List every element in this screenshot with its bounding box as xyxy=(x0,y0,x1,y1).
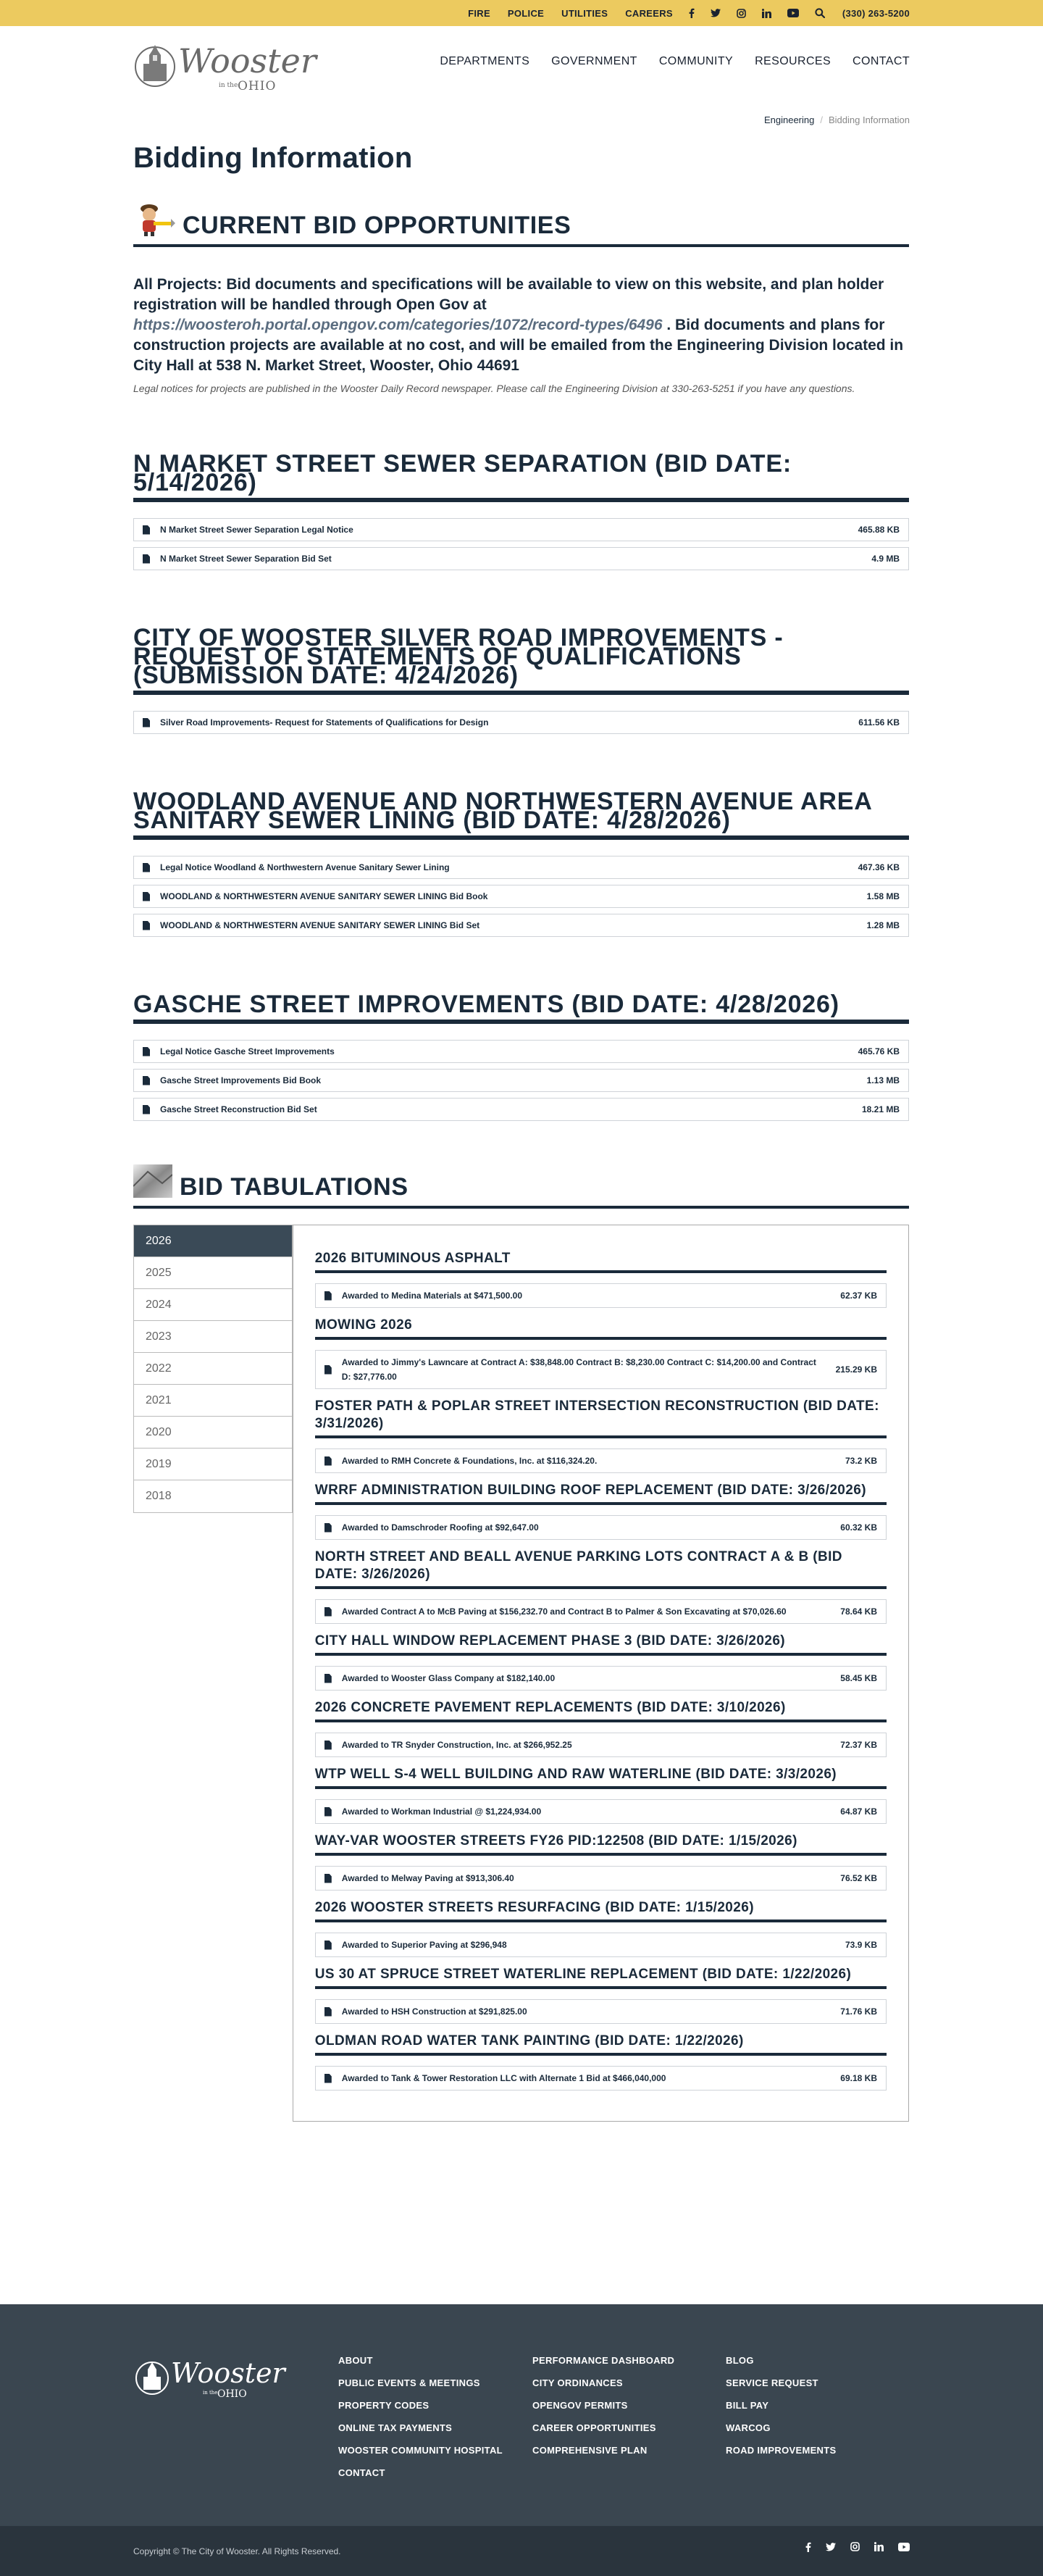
file-icon xyxy=(324,1523,332,1533)
file-name: Gasche Street Improvements Bid Book xyxy=(160,1075,322,1085)
file-size: 64.87 KB xyxy=(840,1806,877,1817)
file-icon xyxy=(143,892,150,901)
award-title: FOSTER PATH & POPLAR STREET INTERSECTION RECONSTRUCTION (BID DATE: 3/31/2026) xyxy=(315,1398,887,1438)
file-size: 18.21 MB xyxy=(861,1104,900,1114)
tab-year-2023[interactable]: 2023 xyxy=(134,1321,292,1353)
file-name: Awarded to Damschroder Roofing at $92,647.00 xyxy=(341,1522,539,1533)
nav-government[interactable]: GOVERNMENT xyxy=(551,55,637,67)
file-icon xyxy=(324,1941,332,1950)
project-section xyxy=(133,788,909,937)
legal-note: Legal notices for projects are published in the Wooster Daily Record newspaper. Please call the Engineering Division at 330-263-5251 if you have any questions. xyxy=(133,383,855,394)
project-section xyxy=(133,991,909,1121)
file-name: Awarded to HSH Construction at $291,825.00 xyxy=(341,2006,527,2017)
tab-year-2022[interactable]: 2022 xyxy=(134,1353,292,1385)
award-item xyxy=(315,1833,887,1891)
footer-link[interactable]: ABOUT xyxy=(338,2355,373,2366)
file-name: Gasche Street Reconstruction Bid Set xyxy=(160,1104,317,1114)
file-size: 76.52 KB xyxy=(840,1873,877,1883)
file-icon xyxy=(324,2007,332,2017)
award-item xyxy=(315,1966,887,2024)
tab-year-2026[interactable]: 2026 xyxy=(134,1225,292,1257)
breadcrumb-separator: / xyxy=(820,114,823,125)
twitter-icon[interactable] xyxy=(711,9,721,17)
file-icon xyxy=(143,1105,150,1114)
footer-logo-wordmark: Wooster xyxy=(171,2357,285,2389)
file-download-link[interactable] xyxy=(133,518,909,541)
file-size: 58.45 KB xyxy=(840,1673,877,1683)
footer-link[interactable]: OPENGOV PERMITS xyxy=(532,2400,628,2411)
project-files xyxy=(133,711,909,734)
file-download-link[interactable] xyxy=(133,1098,909,1121)
file-download-link[interactable] xyxy=(315,1999,887,2024)
award-title: US 30 AT SPRUCE STREET WATERLINE REPLACEMENT (BID DATE: 1/22/2026) xyxy=(315,1966,887,1989)
footer-linkedin-icon[interactable] xyxy=(874,2542,884,2554)
file-icon xyxy=(143,1047,150,1056)
award-item xyxy=(315,1766,887,1824)
project-list xyxy=(133,450,909,1121)
linkedin-icon[interactable] xyxy=(762,9,771,18)
project-title: CITY OF WOOSTER SILVER ROAD IMPROVEMENTS - REQUEST OF STATEMENTS OF QUALIFICATIONS (SUBMISSION DATE: 4/24/2026) xyxy=(133,628,909,695)
project-files xyxy=(133,856,909,937)
tab-year-2024[interactable]: 2024 xyxy=(134,1289,292,1321)
file-size: 72.37 KB xyxy=(840,1740,877,1750)
file-name: Awarded to Medina Materials at $471,500.00 xyxy=(341,1291,523,1301)
file-icon xyxy=(324,1456,332,1466)
file-download-link[interactable] xyxy=(315,1350,887,1389)
award-item xyxy=(315,1317,887,1389)
file-size: 1.58 MB xyxy=(866,891,900,901)
file-name: Legal Notice Gasche Street Improvements xyxy=(160,1046,335,1056)
year-tab-list xyxy=(133,1225,293,1513)
project-section xyxy=(133,624,909,734)
file-download-link[interactable] xyxy=(133,914,909,937)
top-bar xyxy=(0,0,1043,26)
logo-state: OHIO xyxy=(238,79,277,93)
file-download-link[interactable] xyxy=(133,547,909,570)
award-item xyxy=(315,1899,887,1957)
file-icon xyxy=(143,525,150,535)
file-name: Awarded to Superior Paving at $296,948 xyxy=(341,1940,507,1950)
award-title: WTP WELL S-4 WELL BUILDING AND RAW WATERLINE (BID DATE: 3/3/2026) xyxy=(315,1766,887,1789)
file-icon xyxy=(324,1607,332,1617)
instagram-icon[interactable] xyxy=(737,9,746,18)
logo-wordmark: Wooster xyxy=(178,41,317,80)
award-title: MOWING 2026 xyxy=(315,1317,887,1340)
awards-panel xyxy=(293,1225,909,2122)
award-item xyxy=(315,1482,887,1540)
file-download-link[interactable] xyxy=(315,1283,887,1308)
file-name: WOODLAND & NORTHWESTERN AVENUE SANITARY SEWER LINING Bid Set xyxy=(160,920,480,930)
file-icon xyxy=(143,921,150,930)
file-size: 71.76 KB xyxy=(840,2006,877,2017)
file-download-link[interactable] xyxy=(133,1040,909,1063)
project-title: GASCHE STREET IMPROVEMENTS (BID DATE: 4/28/2026) xyxy=(133,995,909,1024)
breadcrumb-current: Bidding Information xyxy=(828,114,910,125)
file-name: Awarded to Melway Paving at $913,306.40 xyxy=(341,1873,514,1883)
file-download-link[interactable] xyxy=(315,2066,887,2091)
file-name: N Market Street Sewer Separation Legal Notice xyxy=(160,525,353,535)
file-size: 78.64 KB xyxy=(840,1606,877,1617)
nav-contact[interactable]: CONTACT xyxy=(853,55,910,67)
footer-column-1 xyxy=(338,2355,503,2490)
tabulations-header xyxy=(133,1164,909,1209)
tab-year-2019[interactable]: 2019 xyxy=(134,1449,292,1480)
file-download-link[interactable] xyxy=(315,1666,887,1691)
tab-year-2021[interactable]: 2021 xyxy=(134,1385,292,1417)
file-icon xyxy=(143,863,150,872)
footer-link[interactable]: COMPREHENSIVE PLAN xyxy=(532,2445,648,2456)
mascot-icon xyxy=(133,200,175,240)
nav-departments[interactable]: DEPARTMENTS xyxy=(440,55,530,67)
breadcrumb-engineering[interactable]: Engineering xyxy=(763,114,815,125)
file-name: Awarded to Workman Industrial @ $1,224,934.00 xyxy=(341,1806,542,1817)
footer-social xyxy=(791,2542,910,2554)
file-icon xyxy=(324,1807,332,1817)
footer-youtube-icon[interactable] xyxy=(898,2542,910,2554)
file-icon xyxy=(324,1365,332,1375)
file-name: Awarded to Jimmy's Lawncare at Contract A: $38,848.00 Contract B: $8,230.00 Contract C: $14,200.00 and Contract D: $27,776.00 xyxy=(341,1357,816,1382)
award-item xyxy=(315,1398,887,1473)
footer-facebook-icon[interactable] xyxy=(805,2542,811,2554)
footer-twitter-icon[interactable] xyxy=(826,2542,836,2554)
file-download-link[interactable] xyxy=(315,1933,887,1957)
site-footer xyxy=(0,2304,1043,2526)
tabulations-tabs xyxy=(133,1225,909,2122)
award-title: 2026 WOOSTER STREETS RESURFACING (BID DATE: 1/15/2026) xyxy=(315,1899,887,1922)
footer-logo-sub: in the xyxy=(203,2390,218,2396)
award-item xyxy=(315,1699,887,1757)
file-size: 62.37 KB xyxy=(840,1291,877,1301)
main-nav xyxy=(418,55,910,68)
project-title: N MARKET STREET SEWER SEPARATION (BID DATE: 5/14/2026) xyxy=(133,454,909,502)
file-name: Awarded to Tank & Tower Restoration LLC with Alternate 1 Bid at $466,040,000 xyxy=(341,2073,666,2083)
file-download-link[interactable] xyxy=(133,1069,909,1092)
file-size: 73.9 KB xyxy=(845,1940,877,1950)
footer-link[interactable]: CITY ORDINANCES xyxy=(532,2377,623,2388)
intro-text xyxy=(133,275,909,376)
footer-column-2 xyxy=(532,2355,674,2467)
award-title: NORTH STREET AND BEALL AVENUE PARKING LOTS CONTRACT A & B (BID DATE: 3/26/2026) xyxy=(315,1548,887,1589)
file-size: 4.9 MB xyxy=(871,554,900,564)
file-size: 73.2 KB xyxy=(845,1456,877,1466)
youtube-icon[interactable] xyxy=(787,9,799,17)
award-title: WRRF ADMINISTRATION BUILDING ROOF REPLACEMENT (BID DATE: 3/26/2026) xyxy=(315,1482,887,1505)
footer-link[interactable]: BLOG xyxy=(726,2355,754,2366)
copyright: Copyright © The City of Wooster. All Rights Reserved. xyxy=(133,2546,341,2556)
file-name: Awarded to TR Snyder Construction, Inc. at $266,952.25 xyxy=(341,1740,572,1750)
facebook-icon[interactable] xyxy=(689,8,695,18)
footer-link[interactable]: CONTACT xyxy=(338,2467,385,2478)
current-bids-header xyxy=(133,200,909,247)
footer-logo[interactable] xyxy=(133,2354,293,2404)
footer-column-3 xyxy=(726,2355,836,2467)
footer-link[interactable]: SERVICE REQUEST xyxy=(726,2377,818,2388)
award-item xyxy=(315,1250,887,1308)
nav-community[interactable]: COMMUNITY xyxy=(658,55,734,67)
award-title: WAY-VAR WOOSTER STREETS FY26 PID:122508 (BID DATE: 1/15/2026) xyxy=(315,1833,887,1856)
file-icon xyxy=(324,1874,332,1883)
project-files xyxy=(133,1040,909,1121)
site-header xyxy=(0,26,1043,116)
footer-link[interactable]: BILL PAY xyxy=(726,2400,769,2411)
page-title: Bidding Information xyxy=(133,142,413,174)
file-name: Awarded to Wooster Glass Company at $182,140.00 xyxy=(341,1673,556,1683)
project-title: WOODLAND AVENUE AND NORTHWESTERN AVENUE AREA SANITARY SEWER LINING (BID DATE: 4/28/2026) xyxy=(133,792,909,840)
file-name: Legal Notice Woodland & Northwestern Avenue Sanitary Sewer Lining xyxy=(160,862,450,872)
file-icon xyxy=(324,1291,332,1301)
project-section xyxy=(133,450,909,570)
file-size: 60.32 KB xyxy=(840,1522,877,1533)
site-logo[interactable] xyxy=(133,35,322,100)
file-download-link[interactable] xyxy=(133,885,909,908)
nav-resources[interactable]: RESOURCES xyxy=(755,55,832,67)
file-name: N Market Street Sewer Separation Bid Set xyxy=(160,554,332,564)
award-item xyxy=(315,1633,887,1691)
intro-pre: All Projects: Bid documents and specifications will be available to view on this website, and plan holder registration will be handled through Open Gov at xyxy=(133,276,884,313)
tab-year-2025[interactable]: 2025 xyxy=(134,1257,292,1289)
footer-link[interactable]: CAREER OPPORTUNITIES xyxy=(532,2422,656,2433)
file-download-link[interactable] xyxy=(133,856,909,879)
file-download-link[interactable] xyxy=(315,1733,887,1757)
tab-year-2018[interactable]: 2018 xyxy=(146,1490,172,1502)
footer-link[interactable]: PUBLIC EVENTS & MEETINGS xyxy=(338,2377,480,2388)
footer-link[interactable]: PERFORMANCE DASHBOARD xyxy=(532,2355,675,2366)
file-name: Awarded Contract A to McB Paving at $156,232.70 and Contract B to Palmer & Son Excavating at $70,026.60 xyxy=(341,1606,787,1617)
breadcrumb xyxy=(764,114,910,125)
award-item xyxy=(315,2033,887,2091)
file-download-link[interactable] xyxy=(133,711,909,734)
main-content xyxy=(133,142,909,2122)
file-size: 465.76 KB xyxy=(858,1046,900,1056)
file-icon xyxy=(143,554,150,564)
award-title: CITY HALL WINDOW REPLACEMENT PHASE 3 (BID DATE: 3/26/2026) xyxy=(315,1633,887,1656)
file-download-link[interactable] xyxy=(315,1449,887,1473)
file-size: 1.28 MB xyxy=(866,920,900,930)
topbar-phone[interactable]: (330) 263-5200 xyxy=(842,7,910,19)
award-title: 2026 BITUMINOUS ASPHALT xyxy=(315,1250,887,1273)
file-name: Awarded to RMH Concrete & Foundations, Inc. at $116,324.20. xyxy=(341,1456,598,1466)
file-size: 611.56 KB xyxy=(858,717,900,728)
footer-link[interactable]: ROAD IMPROVEMENTS xyxy=(726,2445,837,2456)
award-title: OLDMAN ROAD WATER TANK PAINTING (BID DATE: 1/22/2026) xyxy=(315,2033,887,2056)
file-name: Silver Road Improvements- Request for Statements of Qualifications for Design xyxy=(160,717,489,728)
footer-instagram-icon[interactable] xyxy=(850,2542,860,2554)
file-size: 215.29 KB xyxy=(835,1364,877,1375)
current-bids-heading: CURRENT BID OPPORTUNITIES xyxy=(183,212,571,239)
footer-bottom xyxy=(0,2526,1043,2576)
opengov-link[interactable]: https://woosteroh.portal.opengov.com/categories/1072/record-types/6496 xyxy=(133,317,663,333)
logo-sub: in the xyxy=(219,82,238,89)
file-size: 465.88 KB xyxy=(858,525,900,535)
project-files xyxy=(133,518,909,570)
footer-link[interactable]: WOOSTER COMMUNITY HOSPITAL xyxy=(338,2445,503,2456)
file-size: 1.13 MB xyxy=(866,1075,900,1085)
footer-link[interactable]: ONLINE TAX PAYMENTS xyxy=(338,2422,453,2433)
file-download-link[interactable] xyxy=(315,1599,887,1624)
file-size: 69.18 KB xyxy=(840,2073,877,2083)
file-name: WOODLAND & NORTHWESTERN AVENUE SANITARY SEWER LINING Bid Book xyxy=(160,891,488,901)
tabulations-icon xyxy=(133,1164,172,1201)
file-icon xyxy=(143,718,150,728)
file-icon xyxy=(143,1076,150,1085)
file-icon xyxy=(324,1741,332,1750)
file-icon xyxy=(324,2074,332,2083)
file-download-link[interactable] xyxy=(315,1515,887,1540)
award-item xyxy=(315,1548,887,1624)
file-download-link[interactable] xyxy=(315,1866,887,1891)
footer-link[interactable]: WARCOG xyxy=(726,2422,771,2433)
file-size: 467.36 KB xyxy=(858,862,900,872)
file-icon xyxy=(324,1674,332,1683)
file-download-link[interactable] xyxy=(315,1799,887,1824)
search-icon[interactable] xyxy=(815,8,825,18)
tab-year-2020[interactable]: 2020 xyxy=(134,1417,292,1449)
award-title: 2026 CONCRETE PAVEMENT REPLACEMENTS (BID DATE: 3/10/2026) xyxy=(315,1699,887,1722)
topbar-link-careers[interactable]: CAREERS xyxy=(625,7,673,19)
topbar-link-utilities[interactable]: UTILITIES xyxy=(561,7,608,19)
footer-link[interactable]: PROPERTY CODES xyxy=(338,2400,430,2411)
footer-logo-state: OHIO xyxy=(217,2388,247,2400)
topbar-link-police[interactable]: POLICE xyxy=(507,7,545,19)
topbar-link-fire[interactable]: FIRE xyxy=(468,7,490,19)
intro-post: . Bid documents and plans for construction projects are available at no cost, and will be emailed from the Engineering Division located in City Hall at 538 N. Market Street, Wooster, Ohio 44691 xyxy=(133,317,904,374)
tabulations-heading: BID TABULATIONS xyxy=(180,1173,409,1201)
